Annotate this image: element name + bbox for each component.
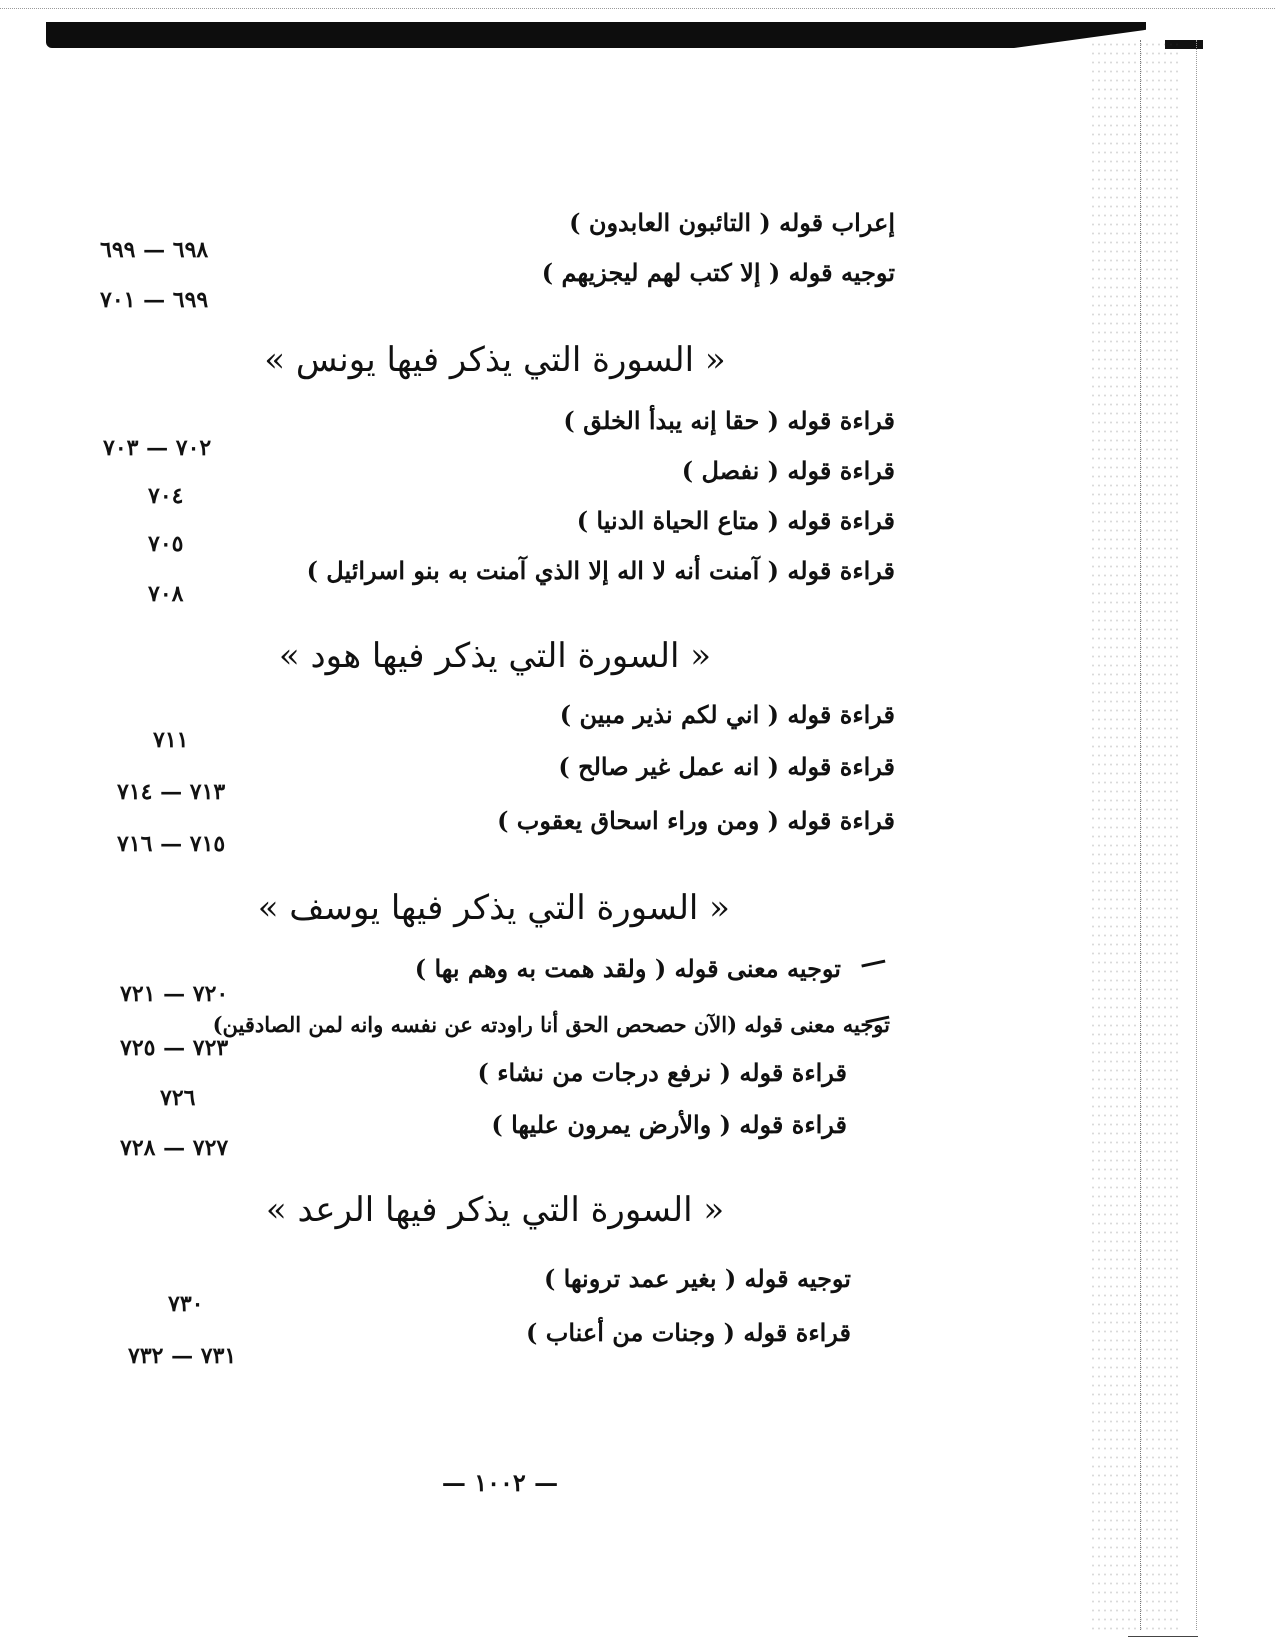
page-range: ٧٣٠ [168, 1291, 204, 1317]
section-heading-rad: « السورة التي يذكر فيها الرعد » [265, 1190, 725, 1230]
scan-margin-line-outer [1196, 40, 1198, 1630]
scan-top-edge [0, 8, 1275, 11]
index-entry: توجيه معنى قوله ( ولقد همت به وهم بها ) [414, 954, 841, 983]
page-range: ٧٢٧ — ٧٢٨ [120, 1135, 229, 1161]
index-entry: إعراب قوله ( التائبون العابدون ) [569, 208, 895, 237]
section-heading-yusuf: « السورة التي يذكر فيها يوسف » [257, 888, 730, 928]
index-entry: قراءة قوله ( نفصل ) [681, 456, 895, 485]
page-range: ٧٢٣ — ٧٢٥ [120, 1035, 229, 1061]
page-range: ٧١١ [153, 727, 189, 753]
index-entry: قراءة قوله ( آمنت أنه لا اله إلا الذي آمنت به بنو اسرائيل ) [306, 556, 895, 585]
scan-right-margin-noise [1090, 40, 1180, 1630]
index-entry: قراءة قوله ( انه عمل غير صالح ) [558, 752, 895, 781]
page-range: ٧٠٥ [148, 531, 184, 557]
margin-mark [861, 960, 886, 974]
page-range: ٧١٣ — ٧١٤ [117, 779, 226, 805]
scan-bottom-mark [1128, 1636, 1198, 1639]
page-number: — ١٠٠٢ — [441, 1468, 559, 1497]
section-heading-yunus: « السورة التي يذكر فيها يونس » [264, 340, 726, 380]
index-entry: قراءة قوله ( وجنات من أعناب ) [526, 1318, 851, 1347]
index-entry: قراءة قوله ( متاع الحياة الدنيا ) [576, 506, 895, 535]
page-range: ٧٢٠ — ٧٢١ [120, 981, 229, 1007]
scan-margin-line [1140, 40, 1142, 1630]
page-range: ٧٠٨ [148, 581, 184, 607]
page-range: ٦٩٨ — ٦٩٩ [100, 237, 209, 263]
index-entry: توجيه قوله ( بغير عمد ترونها ) [543, 1264, 851, 1293]
page-range: ٧٠٤ [148, 483, 184, 509]
page-range: ٧١٥ — ٧١٦ [117, 831, 226, 857]
index-entry: توجيه معنى قوله (الآن حصحص الحق أنا راودته عن نفسه وانه لمن الصادقين) [212, 1012, 890, 1037]
index-entry: قراءة قوله ( نرفع درجات من نشاء ) [477, 1058, 847, 1087]
section-heading-hud: « السورة التي يذكر فيها هود » [278, 636, 712, 676]
index-entry: قراءة قوله ( والأرض يمرون عليها ) [491, 1110, 847, 1139]
index-entry: قراءة قوله ( اني لكم نذير مبين ) [559, 700, 895, 729]
scan-top-band [46, 22, 1146, 48]
page-range: ٧٣١ — ٧٣٢ [128, 1343, 237, 1369]
page-range: ٧٠٢ — ٧٠٣ [103, 435, 212, 461]
page-range: ٦٩٩ — ٧٠١ [100, 287, 209, 313]
index-entry: قراءة قوله ( ومن وراء اسحاق يعقوب ) [497, 806, 895, 835]
page-range: ٧٢٦ [160, 1085, 196, 1111]
index-entry: توجيه قوله ( إلا كتب لهم ليجزيهم ) [541, 258, 895, 287]
index-entry: قراءة قوله ( حقا إنه يبدأ الخلق ) [563, 406, 895, 435]
